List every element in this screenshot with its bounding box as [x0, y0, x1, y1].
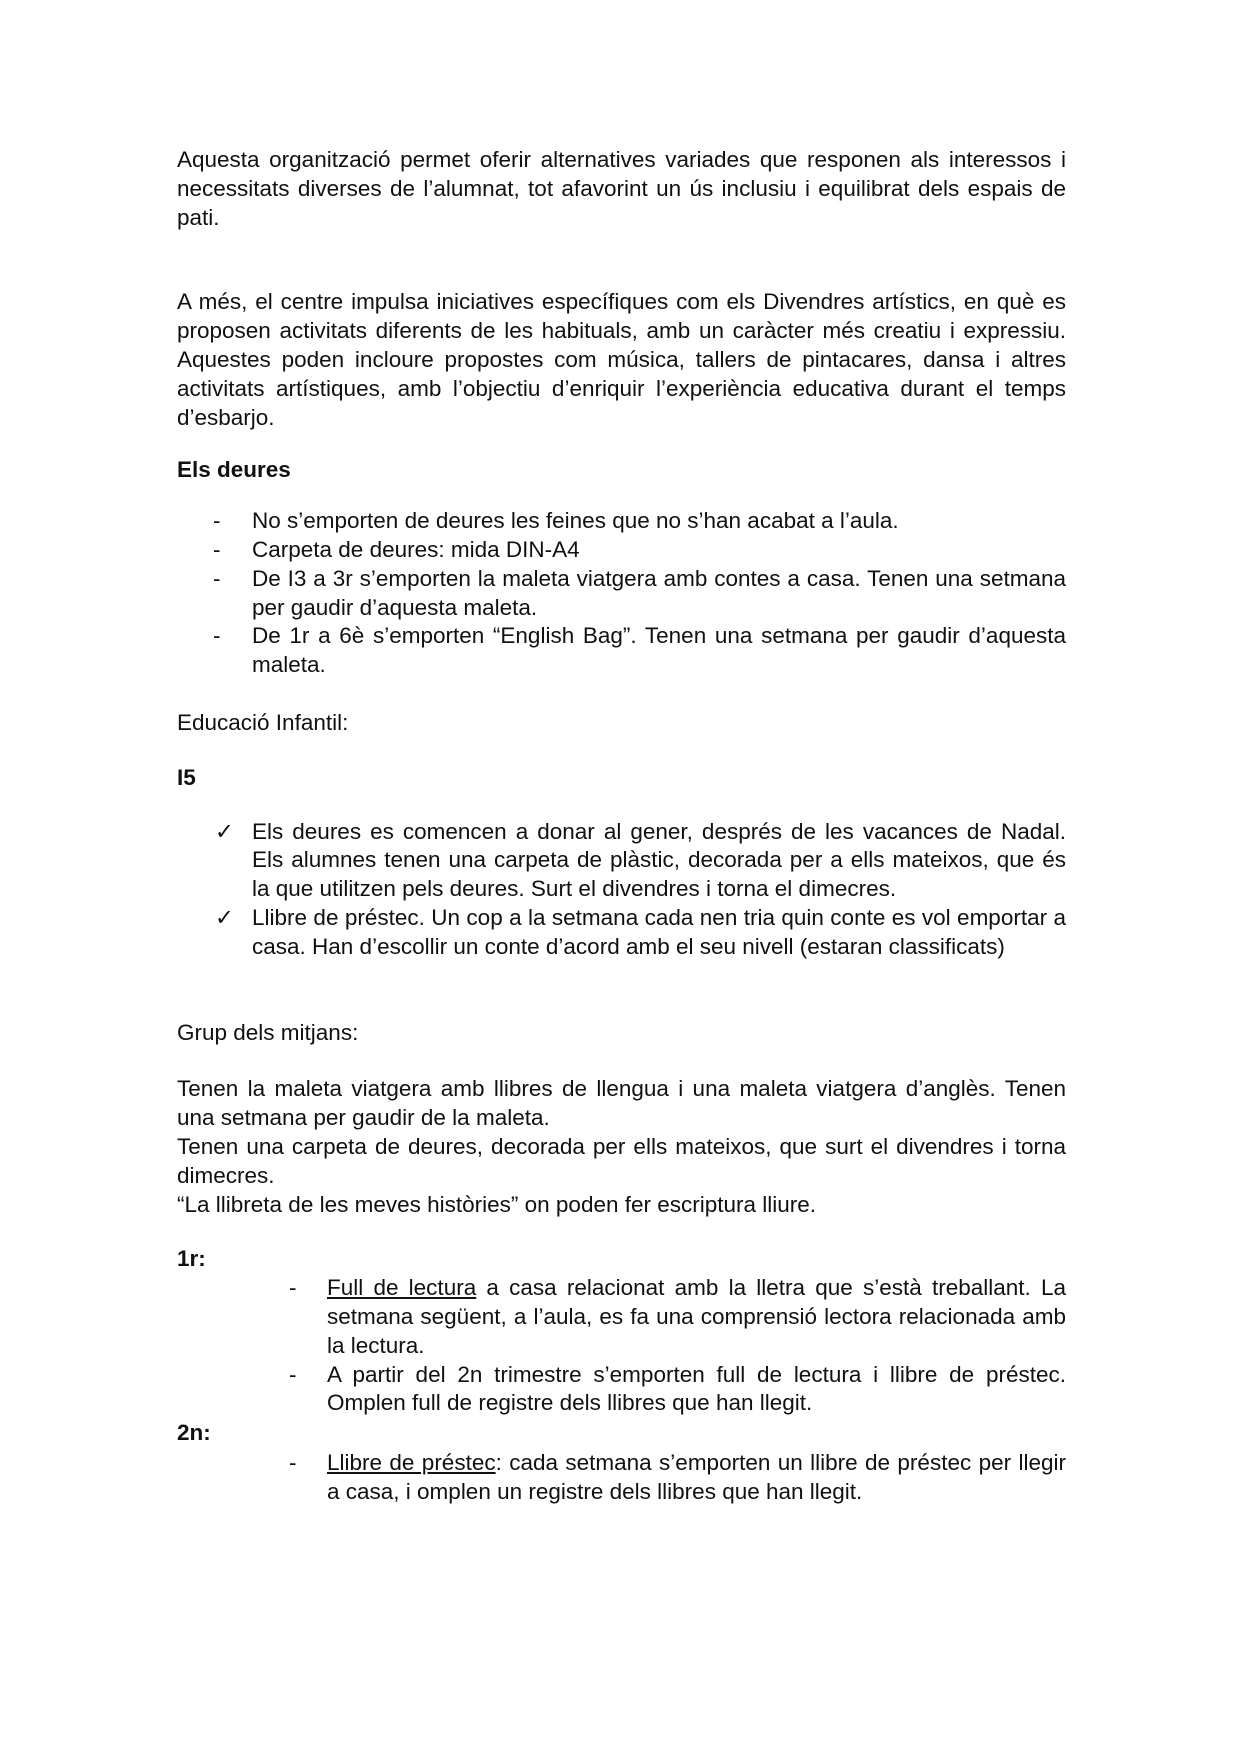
- i5-heading: I5: [177, 764, 196, 790]
- primer-list: [177, 1274, 1066, 1418]
- list-item: - No s’emporten de deures les feines que no s’han acabat a l’aula.: [177, 507, 1066, 536]
- list-item: - Full de lectura a casa relacionat amb la lletra que s’està treballant. La setmana següent, a l’aula, es fa una comprensió lectora relacionada amb la lectura.: [289, 1275, 1066, 1358]
- underlined-term: Llibre de préstec: [327, 1449, 496, 1475]
- mitjans-heading: Grup dels mitjans:: [177, 1019, 359, 1045]
- segon-heading: 2n:: [177, 1420, 211, 1446]
- intro-paragraph-1: Aquesta organització permet oferir alternatives variades que responen als interessos i necessitats diverses de l’alumnat, tot afavorint un ús inclusiu i equilibrat dels espais de pati.: [177, 147, 1066, 230]
- dash-bullet: -: [213, 623, 221, 649]
- i5-list: [177, 818, 1066, 962]
- dash-bullet: -: [213, 536, 221, 562]
- underlined-term: Full de lectura: [327, 1275, 477, 1301]
- dash-bullet: -: [289, 1275, 297, 1301]
- list-item: - Carpeta de deures: mida DIN-A4: [177, 536, 1066, 565]
- infantil-heading: Educació Infantil:: [177, 709, 349, 735]
- primer-heading: 1r:: [177, 1246, 206, 1272]
- list-item: - De 1r a 6è s’emporten “English Bag”. Tenen una setmana per gaudir d’aquesta maleta.: [213, 623, 1066, 678]
- mitjans-line: Tenen la maleta viatgera amb llibres de llengua i una maleta viatgera d’anglès. Tenen una setmana per gaudir de la maleta.: [177, 1076, 1066, 1131]
- dash-bullet: -: [289, 1361, 297, 1387]
- mitjans-text: [177, 1075, 1066, 1219]
- deures-heading: Els deures: [177, 457, 291, 483]
- list-item: ✓ Llibre de préstec. Un cop a la setmana cada nen tria quin conte es vol emportar a casa. Han d’escollir un conte d’acord amb el seu nivell (estaran classificats): [215, 904, 1066, 959]
- deures-list: [177, 507, 1066, 680]
- segon-list: [177, 1449, 1066, 1507]
- checkmark-icon: ✓: [215, 818, 234, 844]
- dash-bullet: -: [213, 565, 221, 591]
- mitjans-line: “La llibreta de les meves històries” on poden fer escriptura lliure.: [177, 1191, 817, 1217]
- list-item: - Llibre de préstec: cada setmana s’emporten un llibre de préstec per llegir a casa, i omplen un registre dels llibres que han llegit.: [289, 1449, 1066, 1504]
- mitjans-line: Tenen una carpeta de deures, decorada per ells mateixos, que surt el divendres i torna dimecres.: [177, 1133, 1066, 1188]
- checkmark-icon: ✓: [215, 904, 234, 930]
- dash-bullet: -: [289, 1449, 297, 1475]
- list-item: ✓ Els deures es comencen a donar al gener, després de les vacances de Nadal. Els alumnes tenen una carpeta de plàstic, decorada per a ells mateixos, que és la que utilitzen pels deures. Surt el divendres i torna el dimecres.: [215, 818, 1066, 902]
- list-item: - A partir del 2n trimestre s’emporten full de lectura i llibre de préstec. Omplen full de registre dels llibres que han llegit.: [289, 1361, 1066, 1416]
- dash-bullet: -: [213, 508, 221, 534]
- list-item: - De I3 a 3r s’emporten la maleta viatgera amb contes a casa. Tenen una setmana per gaudir d’aquesta maleta.: [213, 565, 1066, 620]
- document-page: [177, 146, 1066, 1506]
- intro-paragraph-2: A més, el centre impulsa iniciatives específiques com els Divendres artístics, en què es proposen activitats diferents de les habituals, amb un caràcter més creatiu i expressiu. Aquestes poden incloure propostes com música, tallers de pintacares, dansa i altres activitats artístiques, amb l’objectiu d’enriquir l’experiència educativa durant el temps d’esbarjo.: [177, 289, 1066, 430]
